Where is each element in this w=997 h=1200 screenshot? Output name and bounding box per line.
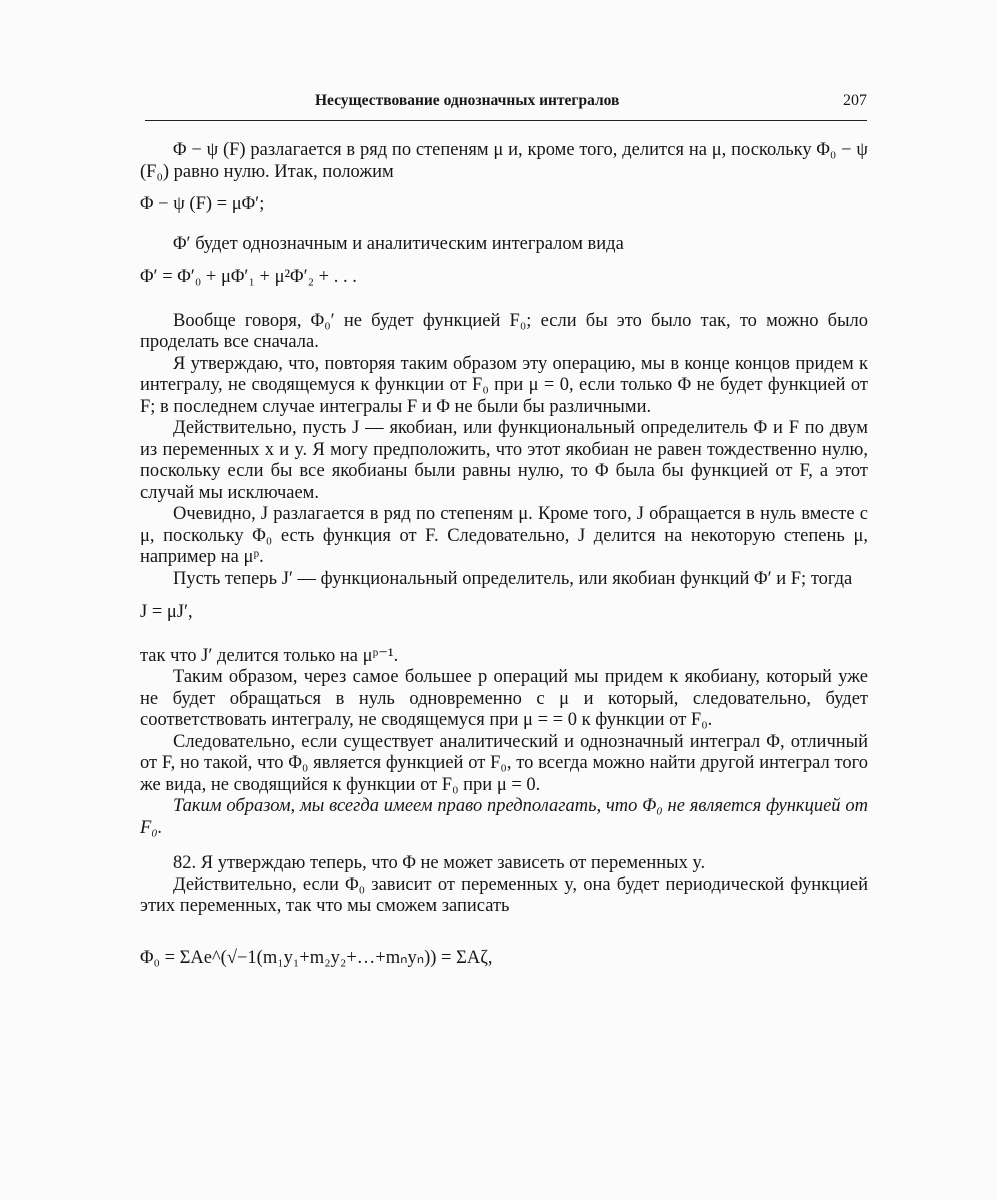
- paragraph: Φ − ψ (F) разлагается в ряд по степеням μ и, кроме того, делится на μ, поскольку Φ₀ − ψ (F₀) равно нулю. Итак, положим: [140, 140, 868, 182]
- paragraph: Φ′ будет однозначным и аналитическим интегралом вида: [173, 233, 624, 254]
- paragraph: Вообще говоря, Φ₀′ не будет функцией F₀; если бы это было так, то можно было проделать все сначала.: [140, 310, 868, 352]
- paragraph: Таким образом, через самое большее p операций мы придем к якобиану, который уже не будет обращаться в нуль одновременно с μ и который, следовательно, будет соответствовать интегралу, не сводящемуся при μ = = 0 к функции от F₀.: [140, 667, 868, 730]
- formula: J = μJ′,: [140, 602, 193, 622]
- paragraph: Действительно, пусть J — якобиан, или функциональный определитель Φ и F по двум из переменных x и y. Я могу предположить, что этот якобиан не равен тождественно нулю, поскольку если бы все якобианы были равны нулю, то Φ была бы функцией от F, а этот случай мы исключаем.: [140, 418, 868, 503]
- formula: Φ′ = Φ′₀ + μΦ′₁ + μ²Φ′₂ + . . .: [140, 267, 357, 287]
- page-number: 207: [843, 92, 867, 109]
- running-header: [145, 92, 867, 121]
- section-82-heading: 82. Я утверждаю теперь, что Φ не может зависеть от переменных y.: [173, 853, 706, 873]
- italic-conclusion: Таким образом, мы всегда имеем право предполагать, что Φ₀ не является функцией от F₀.: [140, 796, 868, 838]
- paragraph: Очевидно, J разлагается в ряд по степеням μ. Кроме того, J обращается в нуль вместе с μ, поскольку Φ₀ есть функция от F. Следовательно, J делится на некоторую степень μ, например на μᵖ.: [140, 504, 868, 567]
- paragraph: Следовательно, если существует аналитический и однозначный интеграл Φ, отличный от F, но такой, что Φ₀ является функцией от F₀, то всегда можно найти другой интеграл того же вида, не сводящийся к функции от F₀ при μ = 0.: [140, 731, 868, 795]
- paragraph: Я утверждаю, что, повторяя таким образом эту операцию, мы в конце концов придем к интегралу, не сводящемуся к функции от F₀ при μ = 0, если только Φ не будет функцией от F; в последнем случае интегралы F и Φ не были бы различными.: [140, 353, 868, 417]
- paragraph: Действительно, если Φ₀ зависит от переменных y, она будет периодической функцией этих переменных, так что мы сможем записать: [140, 874, 868, 916]
- paragraph: Пусть теперь J′ — функциональный определитель, или якобиан функций Φ′ и F; тогда: [173, 568, 853, 589]
- paragraph: так что J′ делится только на μᵖ⁻¹.: [140, 645, 399, 666]
- running-title: Несуществование однозначных интегралов: [315, 92, 620, 109]
- formula: Φ₀ = ΣAe^(√−1(m₁y₁+m₂y₂+…+mₙyₙ)) = ΣAζ,: [140, 947, 493, 968]
- section-gap: [140, 839, 868, 853]
- formula: Φ − ψ (F) = μΦ′;: [140, 194, 265, 214]
- page-body: [140, 140, 868, 969]
